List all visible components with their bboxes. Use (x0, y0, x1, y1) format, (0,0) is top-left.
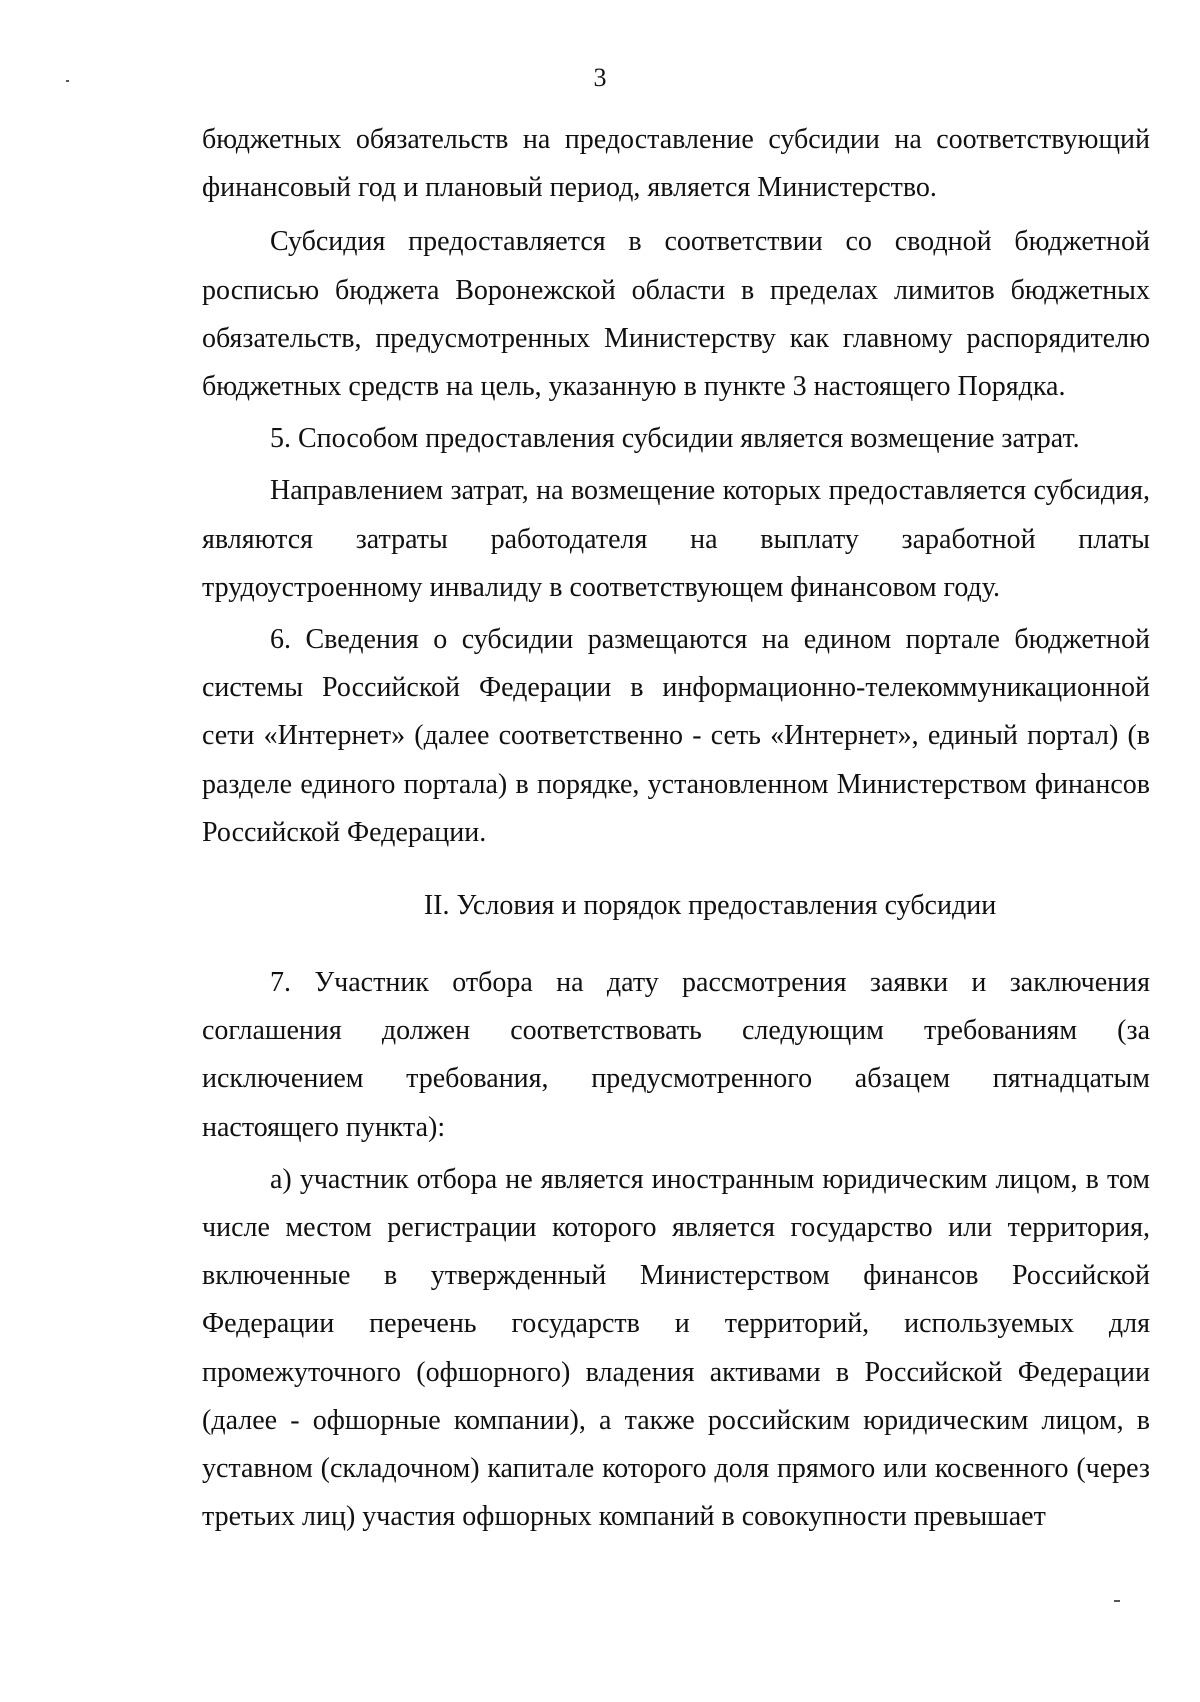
paragraph-cost-direction: Направлением затрат, на возмещение которых предоставляется субсидия, являются затраты работодателя на выплату заработной платы трудоустроенному инвалиду в соответствующем финансовом году. (202, 475, 1150, 603)
document-body (202, 116, 1150, 1541)
paragraph-continuation: бюджетных обязательств на предоставление субсидии на соответствующий финансовый год и плановый период, является Министерство. (202, 124, 1150, 204)
paragraph-item-7a: а) участник отбора не является иностранным юридическим лицом, в том числе местом регистрации которого является государство или территория, включенные в утвержденный Министерством финансов Российской Федерации перечень государств и территорий, используемых для промежуточного (офшорного) владения активами в Российской Федерации (далее - офшорные компании), а также российским юридическим лицом, в уставном (складочном) капитале которого доля прямого или косвенного (через третьих лиц) участия офшорных компаний в совокупности превышает (202, 1163, 1150, 1533)
paragraph-item-6: 6. Сведения о субсидии размещаются на едином портале бюджетной системы Российской Федерации в информационно-телекоммуникационной сети «Интернет» (далее соответственно - сеть «Интернет», единый портал) (в разделе единого портала) в порядке, установленном Министерством финансов Российской Федерации. (202, 624, 1150, 848)
scan-speck (66, 80, 69, 82)
paragraph-item-5: 5. Способом предоставления субсидии является возмещение затрат. (270, 423, 1080, 455)
paragraph-subsidy-budget: Субсидия предоставляется в соответствии со сводной бюджетной росписью бюджета Воронежской области в пределах лимитов бюджетных обязательств, предусмотренных Министерству как главному распорядителю бюджетных средств на цель, указанную в пункте 3 настоящего Порядка. (202, 226, 1150, 403)
paragraph-item-7: 7. Участник отбора на дату рассмотрения заявки и заключения соглашения должен соответствовать следующим требованиям (за исключением требования, предусмотренного абзацем пятнадцатым настоящего пункта): (202, 967, 1150, 1143)
page-number: 3 (593, 63, 607, 92)
section-heading: II. Условия и порядок предоставления субсидии (423, 890, 997, 922)
scan-speck (1114, 1600, 1120, 1602)
